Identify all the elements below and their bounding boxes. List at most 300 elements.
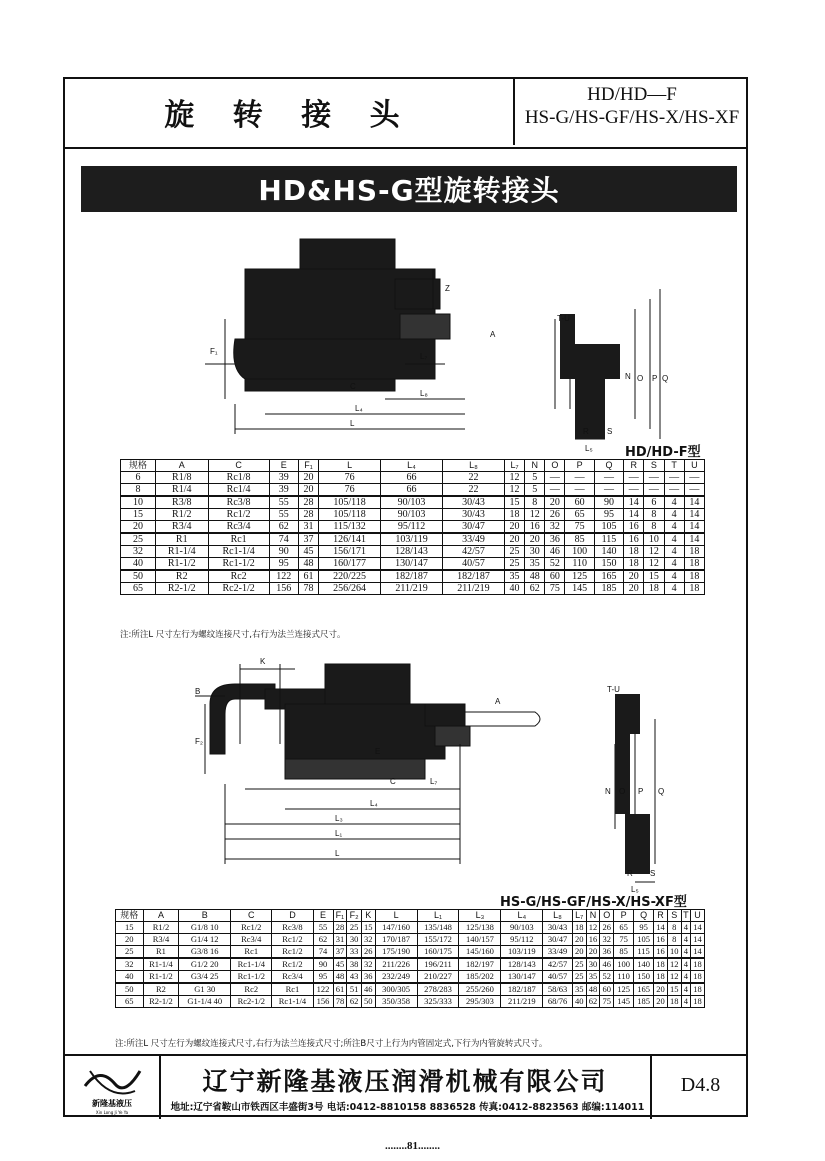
label-l4: L₄ [355,404,363,413]
table-cell: 4 [664,558,684,571]
table-cell: 25 [116,946,144,959]
col-header: D [272,910,313,922]
table-cell: — [684,472,704,484]
table-row [116,922,705,934]
label-k: K [260,657,266,666]
table-cell: 130/147 [501,971,543,984]
table-cell: 32 [600,934,614,946]
table-cell: 26 [545,509,565,521]
label-l1: L₁ [335,829,343,838]
table-cell: — [545,472,565,484]
table-cell: Rc1/4 [208,484,269,497]
col-header: R [654,910,668,922]
col-header: F₂ [347,910,362,922]
table-cell: 182/187 [443,570,505,583]
table-cell: 76 [319,472,381,484]
table-cell: 32 [121,546,156,558]
label-o-2: O [619,787,626,796]
table-cell: 20 [504,521,524,534]
table-cell: 74 [313,946,333,959]
table-cell: 20 [624,583,644,595]
table-cell: G3/4 25 [179,971,231,984]
table-cell: 46 [545,546,565,558]
table-cell: 135/148 [417,922,459,934]
table-cell: 295/303 [459,996,501,1008]
table-cell: 14 [684,521,704,534]
table-cell: R1/2 [143,922,179,934]
col-header: L₇ [504,460,524,472]
table-cell: 8 [667,934,681,946]
table-cell: R2-1/2 [143,996,179,1008]
table-cell: 28 [333,922,347,934]
label-s: S [607,427,613,436]
table-cell: Rc2 [208,570,269,583]
table-cell: 60 [600,983,614,996]
table-cell: 160/177 [319,558,381,571]
table-cell: 4 [681,971,690,984]
table-cell: 20 [586,946,600,959]
table-cell: 18 [684,558,704,571]
table-cell: 20 [572,934,586,946]
table-cell: Rc3/4 [208,521,269,534]
table-cell: 10 [121,496,156,509]
table-cell: Rc2-1/2 [208,583,269,595]
label-f1: F₁ [210,347,218,356]
col-header: F₁ [333,910,347,922]
col-header: L [319,460,381,472]
table-cell: 78 [298,583,318,595]
label-n-2: N [605,787,611,796]
table-cell: — [644,472,664,484]
label-p: P [652,374,658,383]
table-cell: 20 [654,996,668,1008]
company-logo [65,1056,161,1119]
table-cell: R2 [155,570,208,583]
table-cell: 32 [361,934,375,946]
table-cell: 28 [298,496,318,509]
table-row [116,958,705,971]
table-cell: 110 [614,971,634,984]
table-cell: 95 [634,922,654,934]
table-cell: 12 [504,484,524,497]
table-cell: — [624,472,644,484]
table-cell: 16 [624,521,644,534]
col-header: L₄ [501,910,543,922]
col-header: F₁ [298,460,318,472]
table-cell: R1 [155,533,208,546]
col-header: O [545,460,565,472]
table1-body [121,472,705,595]
table-cell: 48 [586,983,600,996]
table-cell: 35 [586,971,600,984]
table-cell: G1/2 20 [179,958,231,971]
col-header: K [361,910,375,922]
table-cell: 36 [361,971,375,984]
table-cell: 125 [565,570,594,583]
table-cell: 6 [644,496,664,509]
header-divider [513,79,515,145]
col-header: T [664,460,684,472]
table-cell: 52 [600,971,614,984]
table-cell: Rc3/8 [208,496,269,509]
label-a: A [490,330,496,339]
table-cell: 103/119 [501,946,543,959]
table-cell: 18 [572,922,586,934]
table-cell: 85 [565,533,594,546]
table-cell: Rc3/8 [272,922,313,934]
col-header: N [586,910,600,922]
table-cell: 30/43 [443,509,505,521]
table-cell: 255/260 [459,983,501,996]
table-cell: 256/264 [319,583,381,595]
table-cell: 4 [681,922,690,934]
table-cell: R1-1/4 [143,958,179,971]
label-l: L [350,419,355,428]
table-cell: 165 [594,570,623,583]
col-header: L₈ [443,460,505,472]
table1-note: 注:所注L 尺寸左行为螺纹连接尺寸,右行为法兰连接式尺寸。 [120,630,346,640]
table-cell: 16 [586,934,600,946]
table-cell: 40 [116,971,144,984]
table-cell: 105/118 [319,509,381,521]
table-cell: 60 [565,496,594,509]
table-cell: 156/171 [319,546,381,558]
table-cell: 4 [664,570,684,583]
table-cell: G1-1/4 40 [179,996,231,1008]
hd-spec-table [120,459,705,595]
table-cell: 140 [634,958,654,971]
table2-body [116,922,705,1008]
table-row [116,983,705,996]
table-cell: 14 [684,496,704,509]
table-cell: 18 [691,958,705,971]
table-cell: 211/226 [375,958,417,971]
table-cell: 15 [116,922,144,934]
table-cell: 147/160 [375,922,417,934]
table-cell: Rc2 [231,983,272,996]
col-header: L₁ [417,910,459,922]
table-cell: 5 [525,484,545,497]
table-cell: 65 [116,996,144,1008]
table-cell: 12 [504,472,524,484]
table-cell: 15 [667,983,681,996]
label-l8: L₈ [420,389,428,398]
table-cell: 22 [443,472,505,484]
table-cell: 4 [681,934,690,946]
table-cell: 125/138 [459,922,501,934]
table-cell: 4 [664,509,684,521]
table-cell: 182/197 [459,958,501,971]
page-title: 旋 转 接 头 [164,98,414,133]
table-cell: 62 [586,996,600,1008]
table-cell: 16 [654,946,668,959]
table-cell: 20 [525,533,545,546]
table-cell: 32 [116,958,144,971]
table-cell: 45 [333,958,347,971]
label-q: Q [662,374,669,383]
table-cell: 52 [545,558,565,571]
table-cell: 128/143 [501,958,543,971]
table-cell: 25 [504,546,524,558]
table-cell: 150 [634,971,654,984]
table-cell: 30/47 [443,521,505,534]
table-cell: G3/8 16 [179,946,231,959]
table-cell: 18 [667,996,681,1008]
catalog-code: D4.8 [680,1074,721,1096]
table-cell: 18 [691,996,705,1008]
table-cell: 90/103 [381,496,443,509]
table-cell: 55 [269,496,298,509]
table-cell: Rc1-1/4 [208,546,269,558]
table-cell: 33 [347,946,362,959]
table-cell: 4 [664,496,684,509]
table-cell: 66 [381,484,443,497]
table-cell: Rc1-1/2 [208,558,269,571]
table-cell: 12 [644,546,664,558]
col-header: B [179,910,231,922]
table-cell: 125 [614,983,634,996]
table-cell: R1/4 [155,484,208,497]
table-cell: 140/157 [459,934,501,946]
table-cell: 211/219 [381,583,443,595]
table-cell: 105/118 [319,496,381,509]
table-row [121,484,705,497]
table-cell: 62 [313,934,333,946]
table1-header-row [121,460,705,472]
table-cell: 8 [525,496,545,509]
col-header: C [208,460,269,472]
table-cell: — [664,484,684,497]
table-cell: 42/57 [543,958,573,971]
table-cell: 90/103 [501,922,543,934]
table-cell: — [594,484,623,497]
table-cell: 156 [269,583,298,595]
label-l-2: L [335,849,340,858]
table-cell: 35 [504,570,524,583]
table-cell: 145/160 [459,946,501,959]
table-cell: R1-1/2 [143,971,179,984]
table-cell: 115/132 [319,521,381,534]
table-cell: 350/358 [375,996,417,1008]
table-row [116,971,705,984]
table-cell: R1-1/4 [155,546,208,558]
label-l5-2: L₅ [631,885,639,894]
table-cell: 16 [525,521,545,534]
label-n: N [625,372,631,381]
table-cell: 12 [525,509,545,521]
table-cell: Rc3/4 [272,971,313,984]
table-cell: 60 [545,570,565,583]
col-header: R [624,460,644,472]
table-cell: 30/47 [543,934,573,946]
col-header: L₇ [572,910,586,922]
table-cell: G1/8 10 [179,922,231,934]
table-cell: 36 [545,533,565,546]
table-cell: 10 [667,946,681,959]
table-cell: 18 [684,570,704,583]
table-cell: 10 [644,533,664,546]
table-cell: R2 [143,983,179,996]
label-c-2: C [390,777,396,786]
table-cell: 16 [624,533,644,546]
table-row [121,509,705,521]
col-header: L₈ [543,910,573,922]
table-cell: 14 [624,509,644,521]
table-cell: 4 [664,546,684,558]
table-cell: 156 [313,996,333,1008]
table-cell: 62 [269,521,298,534]
page-header [65,79,746,149]
table-cell: 20 [654,983,668,996]
logo-mark-icon [65,1056,159,1119]
table-cell: 18 [691,971,705,984]
col-header: C [231,910,272,922]
table-cell: 115 [594,533,623,546]
label-f2: F₂ [195,737,203,746]
table-cell: 48 [298,558,318,571]
table-cell: Rc3/4 [231,934,272,946]
table-cell: 18 [691,983,705,996]
table-cell: Rc1 [272,983,313,996]
table-cell: Rc1/8 [208,472,269,484]
table-cell: 4 [664,533,684,546]
models-line-1: HD/HD—F [587,84,677,105]
table-cell: 74 [269,533,298,546]
table-cell: 95/112 [381,521,443,534]
table-cell: 37 [298,533,318,546]
label-t-u-2: T-U [607,685,620,694]
table-cell: 25 [572,958,586,971]
company-name: 辽宁新隆基液压润滑机械有限公司 [202,1067,608,1096]
table-cell: R1-1/2 [155,558,208,571]
table-cell: 32 [361,958,375,971]
table-cell: Rc1/2 [272,946,313,959]
table-cell: 25 [121,533,156,546]
col-header: P [565,460,594,472]
table-cell: 122 [269,570,298,583]
col-header: S [667,910,681,922]
table-cell: Rc1/2 [231,922,272,934]
table-cell: Rc2-1/2 [231,996,272,1008]
table-cell: 18 [654,971,668,984]
label-l5: L₅ [585,444,593,453]
table-cell: 25 [347,922,362,934]
table-cell: 14 [654,922,668,934]
label-l4-2: L₄ [370,799,378,808]
hs-spec-table [115,909,705,1008]
table-cell: 61 [333,983,347,996]
table-cell: 20 [121,521,156,534]
label-r: R [583,427,589,436]
table-cell: 20 [298,484,318,497]
table-cell: 26 [600,922,614,934]
table-cell: 115 [634,946,654,959]
table-cell: 50 [121,570,156,583]
table-cell: — [545,484,565,497]
table-cell: 14 [684,533,704,546]
table-cell: 196/211 [417,958,459,971]
table-cell: 31 [298,521,318,534]
col-header: Q [594,460,623,472]
table-cell: 14 [684,509,704,521]
table-cell: 51 [347,983,362,996]
table-cell: 232/249 [375,971,417,984]
table-cell: 62 [347,996,362,1008]
table-cell: 14 [691,922,705,934]
table1-model-label: HD/HD-F型 [625,445,701,460]
col-header: 规格 [116,910,144,922]
table-cell: 122 [313,983,333,996]
table-cell: 12 [586,922,600,934]
table2-model-label: HS-G/HS-GF/HS-X/HS-XF型 [500,895,687,910]
table-cell: 40 [504,583,524,595]
table-cell: 18 [684,546,704,558]
col-header: A [143,910,179,922]
label-e: E [375,747,381,756]
table-cell: — [644,484,664,497]
table-cell: 46 [361,983,375,996]
table-row [121,558,705,571]
table-cell: 40/57 [543,971,573,984]
label-c: C [350,382,356,391]
col-header: S [644,460,664,472]
table-cell: 22 [443,484,505,497]
col-header: L₃ [459,910,501,922]
table-cell: 155/172 [417,934,459,946]
table-cell: 220/225 [319,570,381,583]
table-row [121,583,705,595]
table-cell: 140 [594,546,623,558]
header-models [517,83,747,129]
table-cell: 33/49 [443,533,505,546]
table-cell: G1/4 12 [179,934,231,946]
label-l7-2: L₇ [430,777,438,786]
footer-divider [650,1056,652,1119]
table-cell: 90 [594,496,623,509]
table-cell: 62 [525,583,545,595]
col-header: 规格 [121,460,156,472]
label-q-2: Q [658,787,665,796]
table-cell: 185/202 [459,971,501,984]
col-header: A [155,460,208,472]
table-cell: 95 [594,509,623,521]
table-cell: 14 [624,496,644,509]
table-cell: — [684,484,704,497]
table-cell: 325/333 [417,996,459,1008]
table-cell: 55 [269,509,298,521]
table-cell: 4 [681,983,690,996]
col-header: Q [634,910,654,922]
table-cell: 95 [313,971,333,984]
table-cell: 175/190 [375,946,417,959]
table-cell: R3/4 [155,521,208,534]
col-header: E [269,460,298,472]
table-cell: 26 [361,946,375,959]
table-cell: 8 [644,509,664,521]
table-cell: 278/283 [417,983,459,996]
table-cell: 95 [269,558,298,571]
table-cell: Rc1-1/4 [231,958,272,971]
table-cell: 38 [347,958,362,971]
table-cell: 16 [654,934,668,946]
table-cell: 130/147 [381,558,443,571]
table-cell: 65 [565,509,594,521]
table-cell: 75 [565,521,594,534]
table-cell: 58/63 [543,983,573,996]
table-cell: 12 [667,958,681,971]
table-cell: 50 [361,996,375,1008]
table-cell: 30/43 [543,922,573,934]
